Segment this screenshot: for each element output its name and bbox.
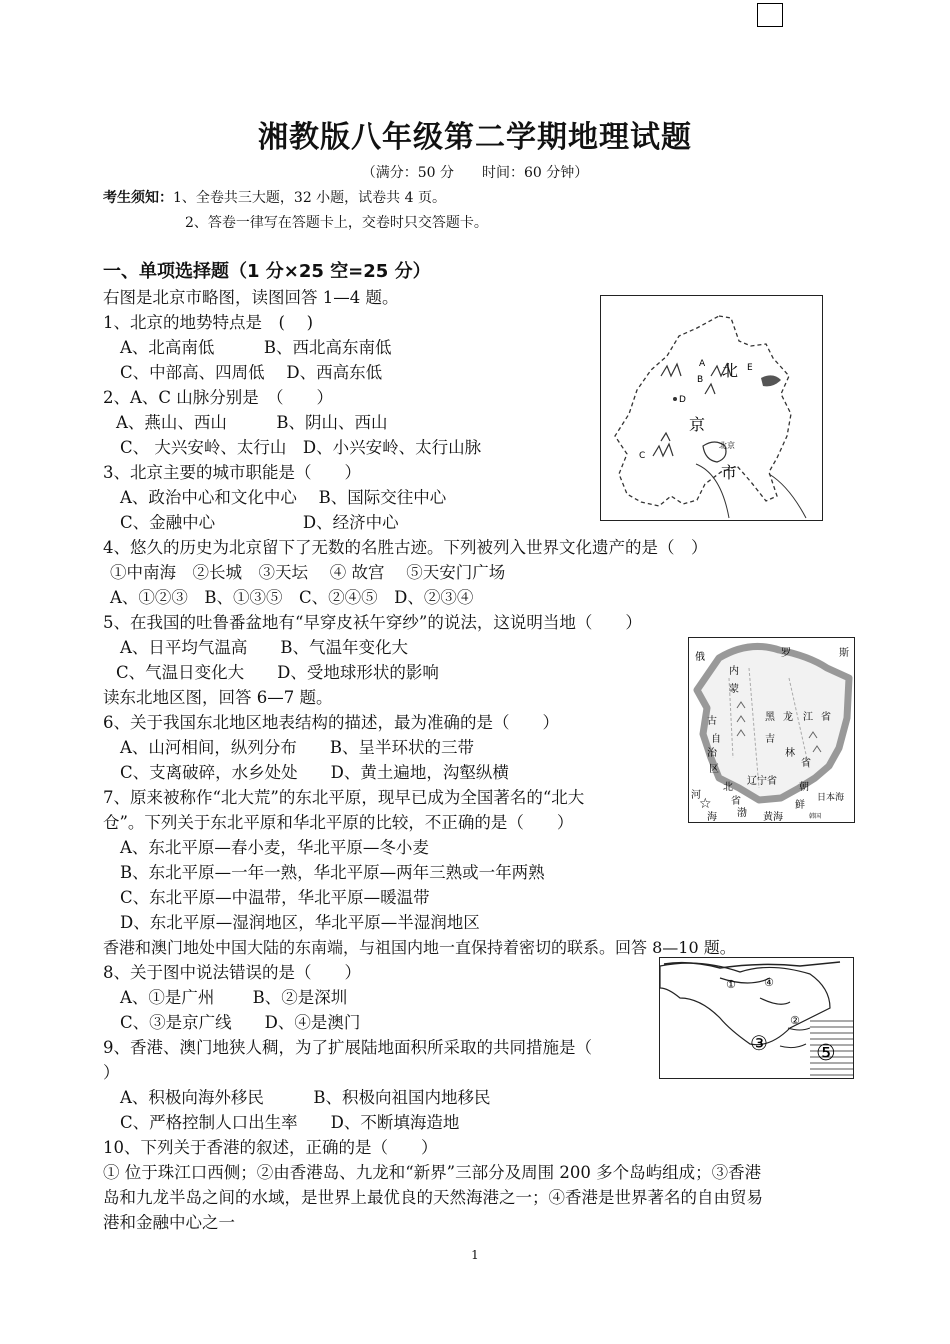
mountain-c	[653, 433, 673, 456]
option-line: C、严格控制人口出生率 D、不断填海造地	[120, 1113, 460, 1132]
svg-text:朝: 朝	[799, 782, 809, 793]
statement-line: 港和金融中心之一	[103, 1213, 235, 1232]
question-9-cont: ）	[103, 1063, 120, 1082]
question-7-cont: 仓”。下列关于东北平原和华北平原的比较，不正确的是（ ）	[103, 813, 574, 832]
svg-text:黄海: 黄海	[763, 812, 783, 822]
question-8: 8、关于图中说法错误的是（ ）	[103, 963, 361, 982]
svg-text:省: 省	[821, 712, 831, 723]
option-line: ①中南海 ②长城 ③天坛 ④ 故宫 ⑤天安门广场	[110, 563, 506, 582]
option-line: A、燕山、西山 B、阴山、西山	[116, 413, 388, 432]
option-line: A、北高南低 B、西北高东南低	[120, 338, 392, 357]
label-e-russia-2: 罗	[781, 648, 791, 659]
label-1: ①	[726, 978, 736, 991]
text-line: 香港和澳门地处中国大陆的东南端，与祖国内地一直保持着密切的联系。回答 8—10 题。	[103, 938, 736, 957]
option-line: C、金融中心 D、经济中心	[120, 513, 399, 532]
question-6: 6、关于我国东北地区地表结构的描述，最为准确的是（ ）	[103, 713, 559, 732]
question-9: 9、香港、澳门地狭人稠，为了扩展陆地面积所采取的共同措施是（	[103, 1038, 592, 1057]
notice-line-2: 2、答卷一律写在答题卡上，交卷时只交答题卡。	[185, 215, 488, 231]
svg-text:林: 林	[785, 748, 795, 759]
beijing-map	[600, 295, 823, 521]
option-line: A、积极向海外移民 B、积极向祖国内地移民	[120, 1088, 491, 1107]
boundary-line	[615, 316, 791, 506]
option-line: C、③是京广线 D、④是澳门	[120, 1013, 361, 1032]
hongkong-map	[659, 957, 854, 1079]
notice-text-1: 1、全卷共三大题，32 小题，试卷共 4 页。	[173, 190, 446, 206]
svg-text:渤: 渤	[737, 808, 747, 819]
notice-label: 考生须知：	[103, 190, 173, 206]
option-line: C、东北平原—中温带，华北平原—暖温带	[120, 888, 430, 907]
svg-text:蒙: 蒙	[729, 684, 739, 695]
label-d: D	[679, 395, 686, 405]
boundary	[664, 962, 840, 968]
river-line	[769, 474, 806, 518]
option-line: D、东北平原—湿润地区，华北平原—半湿润地区	[120, 913, 480, 932]
label-5: ⑤	[816, 1041, 836, 1066]
option-line: A、东北平原—春小麦，华北平原—冬小麦	[120, 838, 429, 857]
statement-line: 岛和九龙半岛之间的水域，是世界上最优良的天然海港之一；④香港是世界著名的自由贸易	[103, 1188, 763, 1207]
label-e-russia-3: 斯	[839, 648, 849, 659]
notice-line-1	[103, 188, 446, 208]
svg-text:吉: 吉	[765, 734, 775, 745]
svg-text:省: 省	[801, 758, 811, 769]
label-c: C	[639, 451, 646, 461]
label-2: ②	[790, 1014, 800, 1027]
svg-text:辽宁省: 辽宁省	[747, 776, 777, 787]
label-4: ④	[764, 976, 774, 989]
page-number: 1	[471, 1248, 479, 1262]
svg-text:治: 治	[707, 748, 717, 759]
svg-text:内: 内	[729, 666, 739, 677]
text-line: 读东北地区图，回答 6—7 题。	[103, 688, 333, 707]
option-line: A、①是广州 B、②是深圳	[120, 988, 348, 1007]
label-bei: 北	[722, 361, 739, 380]
question-2: 2、A、C 山脉分别是 （ ）	[103, 388, 334, 407]
corner-checkbox	[757, 3, 783, 27]
question-7: 7、原来被称作“北大荒”的东北平原，现早已成为全国著名的“北大	[103, 788, 585, 807]
option-line: C、中部高、四周低 D、西高东低	[120, 363, 383, 382]
svg-text:省: 省	[731, 796, 741, 807]
section-heading: 一、单项选择题（1 分×25 空=25 分）	[103, 261, 431, 282]
option-line: C、 大兴安岭、太行山 D、小兴安岭、太行山脉	[120, 438, 482, 457]
label-3: ③	[750, 1031, 768, 1055]
question-5: 5、在我国的吐鲁番盆地有“早穿皮袄午穿纱”的说法，这说明当地（ ）	[103, 613, 642, 632]
statement-line: ① 位于珠江口西侧；②由香港岛、九龙和“新界”三部分及周围 200 多个岛屿组成；③香港	[103, 1163, 762, 1182]
svg-text:江: 江	[803, 712, 813, 723]
option-line: A、①②③ B、①③⑤ C、②④⑤ D、②③④	[110, 588, 474, 607]
label-e-russia-1: 俄	[695, 652, 705, 663]
svg-text:黑: 黑	[765, 712, 775, 723]
option-line: C、支离破碎，水乡处处 D、黄土遍地，沟壑纵横	[120, 763, 509, 782]
star-icon: ☆	[699, 796, 712, 812]
svg-text:日本海: 日本海	[817, 793, 845, 803]
option-line: A、日平均气温高 B、气温年变化大	[120, 638, 409, 657]
svg-text:河: 河	[691, 790, 701, 801]
reservoir-e	[761, 375, 781, 386]
svg-text:龙: 龙	[783, 712, 793, 723]
svg-text:北: 北	[723, 782, 733, 793]
question-3: 3、北京主要的城市职能是（ ）	[103, 463, 361, 482]
coastline	[660, 963, 830, 1045]
label-jing: 京	[689, 415, 706, 434]
question-10: 10、下列关于香港的叙述，正确的是（ ）	[103, 1138, 438, 1157]
northeast-map	[688, 637, 855, 823]
question-1: 1、北京的地势特点是 ( )	[103, 313, 314, 332]
label-shi: 市	[721, 463, 738, 482]
label-beijing: 北京	[719, 441, 735, 450]
option-line: C、气温日变化大 D、受地球形状的影响	[116, 663, 439, 682]
svg-text:鲜: 鲜	[795, 800, 805, 811]
label-e: E	[747, 363, 753, 373]
option-line: B、东北平原—一年一熟，华北平原—两年三熟或一年两熟	[120, 863, 545, 882]
svg-text:韩国: 韩国	[809, 813, 822, 820]
text-line: 右图是北京市略图，读图回答 1—4 题。	[103, 288, 399, 307]
page-subtitle: （满分：50 分 时间：60 分钟）	[361, 165, 589, 181]
option-line: A、政治中心和文化中心 B、国际交往中心	[120, 488, 447, 507]
svg-text:古: 古	[707, 716, 717, 727]
option-line: A、山河相间，纵列分布 B、呈半环状的三带	[120, 738, 475, 757]
label-a: A	[699, 359, 706, 369]
page-title: 湘教版八年级第二学期地理试题	[258, 120, 692, 155]
label-b: B	[697, 375, 704, 385]
mountain-b	[661, 364, 681, 376]
svg-text:自: 自	[711, 734, 721, 745]
svg-text:海: 海	[707, 812, 717, 822]
svg-text:区: 区	[709, 764, 719, 775]
question-4: 4、悠久的历史为北京留下了无数的名胜古迹。下列被列入世界文化遗产的是（ ）	[103, 538, 708, 557]
